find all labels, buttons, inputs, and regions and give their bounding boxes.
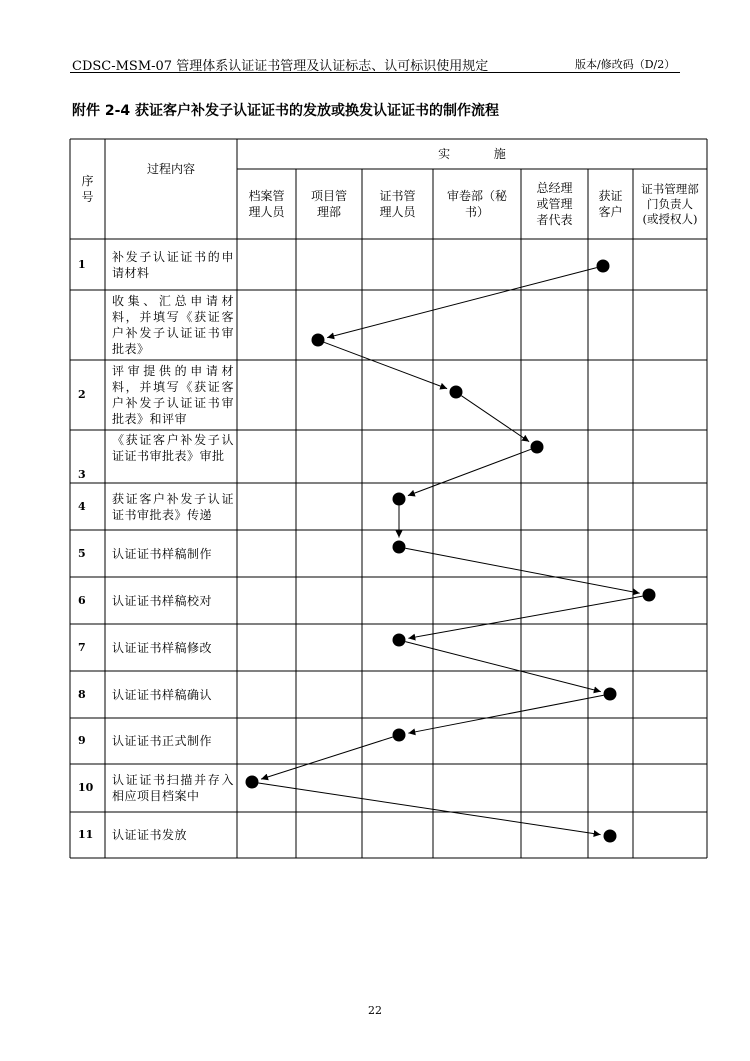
flow-arrow xyxy=(258,783,600,835)
column-header-seq: 序 号 xyxy=(81,174,94,204)
page-title: 附件 2-4 获证客户补发子认证证书的发放或换发认证证书的制作流程 xyxy=(72,103,500,119)
row-number: 5 xyxy=(78,546,86,560)
flow-arrow xyxy=(408,596,642,638)
page-number: 22 xyxy=(368,1004,382,1017)
flow-step-dot xyxy=(604,688,617,701)
process-step: 评审提供的申请材料，并填写《获证客户补发子认证证书审批表》和评审 xyxy=(112,364,234,426)
row-number: 10 xyxy=(78,781,94,794)
role-header: 档案管 理人员 xyxy=(248,189,285,219)
flow-step-dot xyxy=(393,541,406,554)
flow-step-dot xyxy=(393,493,406,506)
process-step: 《获证客户补发子认证证书审批表》审批 xyxy=(112,433,234,463)
process-step: 认证证书样稿修改 xyxy=(112,640,213,655)
row-number: 4 xyxy=(78,499,86,513)
flow-arrow xyxy=(261,737,393,779)
row-number: 3 xyxy=(78,468,86,481)
row-number: 7 xyxy=(78,640,86,654)
flow-step-dot xyxy=(643,589,656,602)
row-number: 9 xyxy=(78,734,86,747)
flow-step-dot xyxy=(597,260,610,273)
process-step: 认证证书扫描并存入相应项目档案中 xyxy=(112,773,234,803)
column-header-implement: 实 施 xyxy=(438,147,506,161)
flow-arrow xyxy=(461,396,529,442)
row-number: 11 xyxy=(78,828,94,841)
role-header: 项目管 理部 xyxy=(310,189,347,219)
process-step: 认证证书样稿确认 xyxy=(112,687,213,702)
flow-arrow xyxy=(405,548,639,593)
process-step: 认证证书样稿校对 xyxy=(112,593,213,608)
row-number: 6 xyxy=(78,593,86,607)
column-header-process: 过程内容 xyxy=(146,162,195,176)
role-header: 证书管理部 门负责人 (或授权人) xyxy=(641,181,699,226)
row-number: 1 xyxy=(78,257,86,271)
version-header: 版本/修改码（D/2） xyxy=(575,58,676,71)
flow-arrow xyxy=(327,268,597,338)
flow-step-dot xyxy=(450,386,463,399)
process-step: 收集、汇总申请材料，并填写《获证客户补发子认证证书审批表》 xyxy=(112,294,234,356)
process-step: 获证客户补发子认证证书审批表》传递 xyxy=(112,491,234,522)
flow-step-dot xyxy=(393,634,406,647)
role-header: 证书管 理人员 xyxy=(379,189,416,219)
flow-step-dot xyxy=(604,830,617,843)
document-code-header: CDSC-MSM-07 管理体系认证证书管理及认证标志、认可标识使用规定 xyxy=(72,59,489,74)
row-number: 2 xyxy=(78,388,86,401)
process-step: 认证证书发放 xyxy=(112,828,188,842)
flow-arrow xyxy=(408,695,603,733)
flow-step-dot xyxy=(393,729,406,742)
role-header: 审卷部（秘 书） xyxy=(446,189,507,219)
flow-arrow xyxy=(324,342,447,388)
row-number: 8 xyxy=(78,687,86,701)
process-step: 补发子认证证书的申请材料 xyxy=(112,249,234,280)
flow-arrow xyxy=(408,449,531,495)
role-header: 获证 客户 xyxy=(598,189,623,219)
role-header: 总经理 或管理 者代表 xyxy=(536,181,573,227)
flow-step-dot xyxy=(312,334,325,347)
flow-step-dot xyxy=(246,776,259,789)
process-step: 认证证书样稿制作 xyxy=(112,546,213,561)
flow-arrow xyxy=(405,642,600,692)
flow-step-dot xyxy=(531,441,544,454)
process-step: 认证证书正式制作 xyxy=(112,734,213,748)
